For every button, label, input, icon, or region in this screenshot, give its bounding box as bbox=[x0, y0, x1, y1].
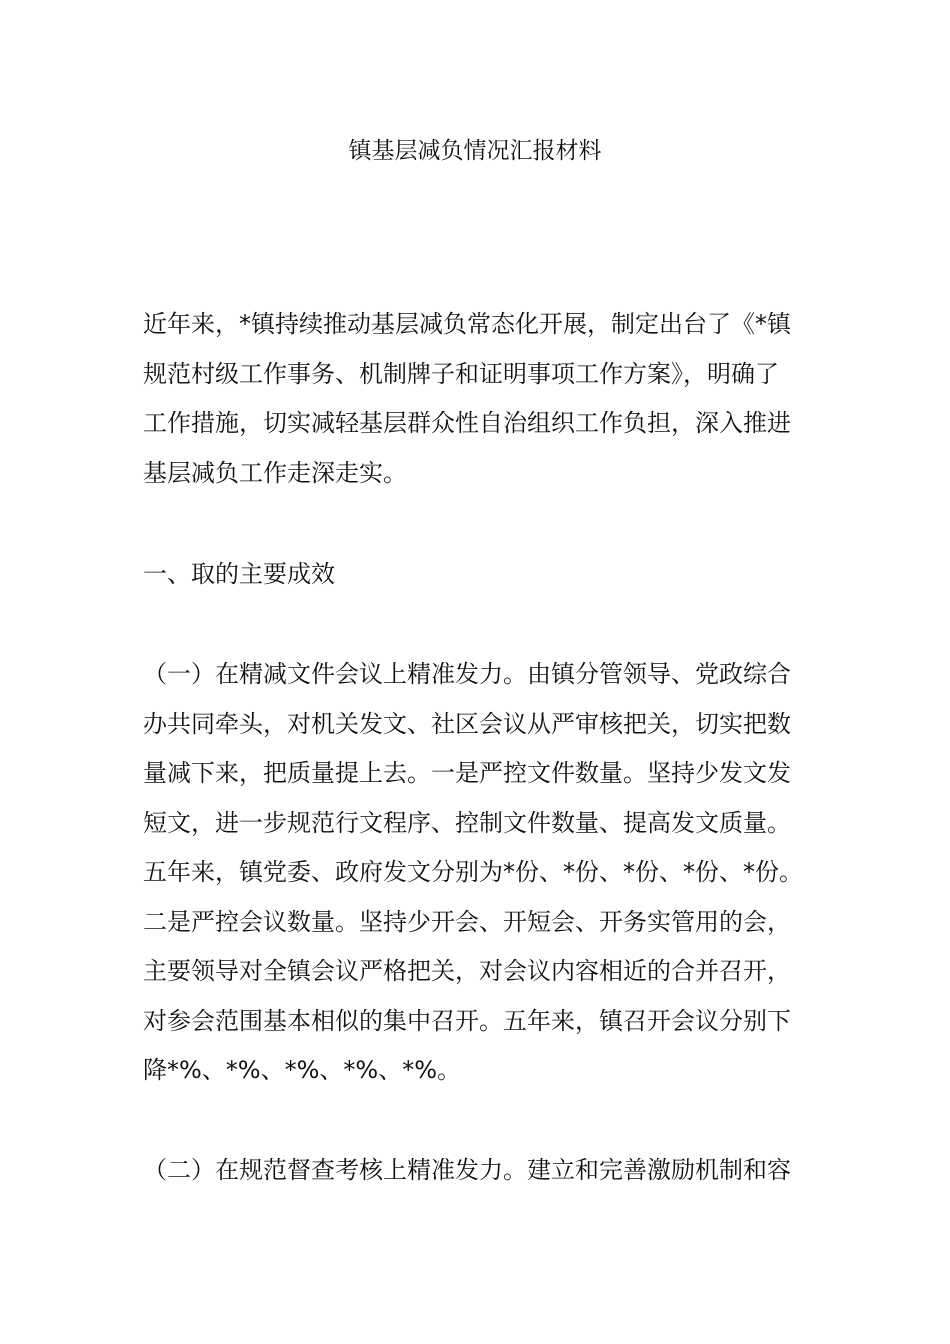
subsection-2-paragraph: （二）在规范督查考核上精准发力。建立和完善激励机制和容 bbox=[143, 1156, 791, 1184]
document-title: 镇基层减负情况汇报材料 bbox=[348, 138, 602, 164]
subsection-1-paragraph: （一）在精减文件会议上精准发力。由镇分管领导、党政综合 办共同牵头，对机关发文、社区会议从严审核把关，切实把数 量减下来，把质量提上去。一是严控文件数量。坚持少发文发 短文，进一步规范行文程序、控制文件数量、提高发文质量。 五年来，镇党委、政府发文分别为*份、*份、*份、*份、*份。 二是严控会议数量。坚持少开会、开短会、开务实管用的会， 主要领导对全镇会议严格把关，对会议内容相近的合并召开， 对参会范围基本相似的集中召开。五年来，镇召开会议分别下 降*%、*%、*%、*%、*%。 bbox=[143, 660, 803, 1084]
intro-paragraph: 近年来，*镇持续推动基层减负常态化开展，制定出台了《*镇 规范村级工作事务、机制牌子和证明事项工作方案》，明确了 工作措施，切实减轻基层群众性自治组织工作负担，深入推进 基层减负工作走深走实。 bbox=[143, 310, 791, 487]
section-heading: 一、取的主要成效 bbox=[143, 560, 335, 588]
